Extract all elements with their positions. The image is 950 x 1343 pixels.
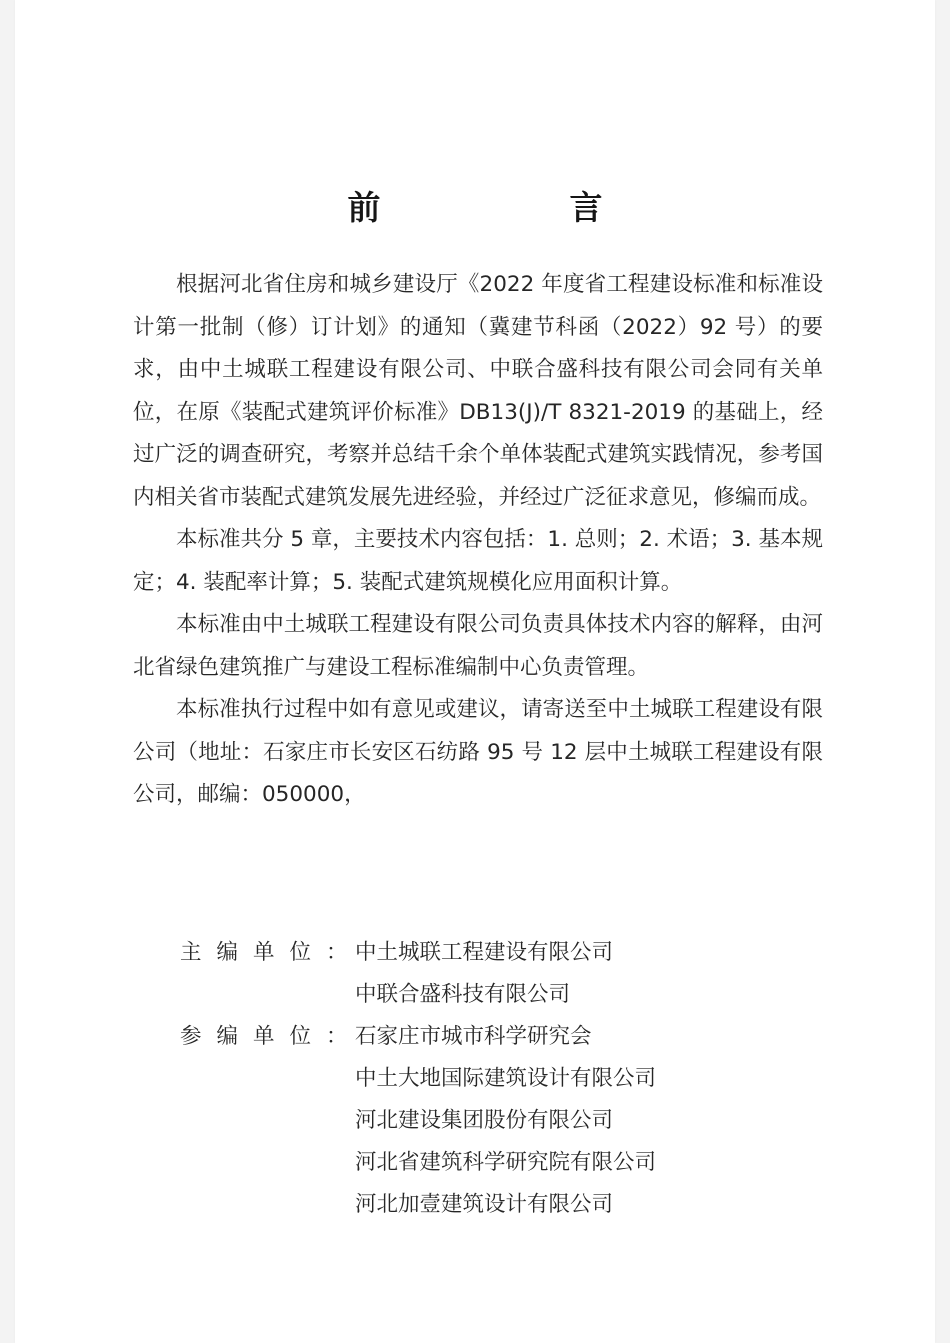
participating-unit-name: 河北建设集团股份有限公司 (355, 1108, 614, 1133)
participating-unit-row (180, 1184, 656, 1226)
participating-unit-row (180, 1100, 656, 1142)
chief-unit-label: 主编单位： (180, 940, 363, 965)
chief-unit-name: 中土城联工程建设有限公司 (355, 940, 614, 965)
paragraph-interpretation: 本标准由中土城联工程建设有限公司负责具体技术内容的解释，由河北省绿色建筑推广与建设工程标准编制中心负责管理。 (133, 612, 823, 680)
drafting-units (180, 932, 656, 1226)
chief-unit-row (180, 932, 656, 974)
participating-unit-label: 参编单位： (180, 1024, 363, 1049)
participating-unit-row (180, 1058, 656, 1100)
participating-unit-name: 石家庄市城市科学研究会 (355, 1024, 592, 1049)
participating-unit-name: 河北省建筑科学研究院有限公司 (355, 1150, 657, 1175)
paragraph-background: 根据河北省住房和城乡建设厅《2022 年度省工程建设标准和标准设计第一批制（修）订计划》的通知（冀建节科函（2022）92 号）的要求，由中土城联工程建设有限公司、中联合盛科技有限公司会同有关单位，在原《装配式建筑评价标准》DB13(J)/T 8321-2019 的基础上，经过广泛的调查研究，考察并总结千余个单体装配式建筑实践情况，参考国内相关省市装配式建筑发展先进经验，并经过广泛征求意见，修编而成。 (133, 272, 823, 510)
paragraph-contents: 本标准共分 5 章，主要技术内容包括：1. 总则；2. 术语；3. 基本规定；4. 装配率计算；5. 装配式建筑规模化应用面积计算。 (133, 527, 823, 595)
participating-unit-row (180, 1142, 656, 1184)
paragraph-feedback: 本标准执行过程中如有意见或建议，请寄送至中土城联工程建设有限公司（地址：石家庄市长安区石纺路 95 号 12 层中土城联工程建设有限公司，邮编：050000， (133, 697, 823, 807)
participating-unit-name: 河北加壹建筑设计有限公司 (355, 1192, 614, 1217)
participating-unit-name: 中土大地国际建筑设计有限公司 (355, 1066, 657, 1091)
chief-unit-row (180, 974, 656, 1016)
preface-body (133, 264, 823, 817)
participating-unit-row (180, 1016, 656, 1058)
page-title: 前 言 (347, 188, 681, 227)
chief-unit-name: 中联合盛科技有限公司 (355, 982, 571, 1007)
